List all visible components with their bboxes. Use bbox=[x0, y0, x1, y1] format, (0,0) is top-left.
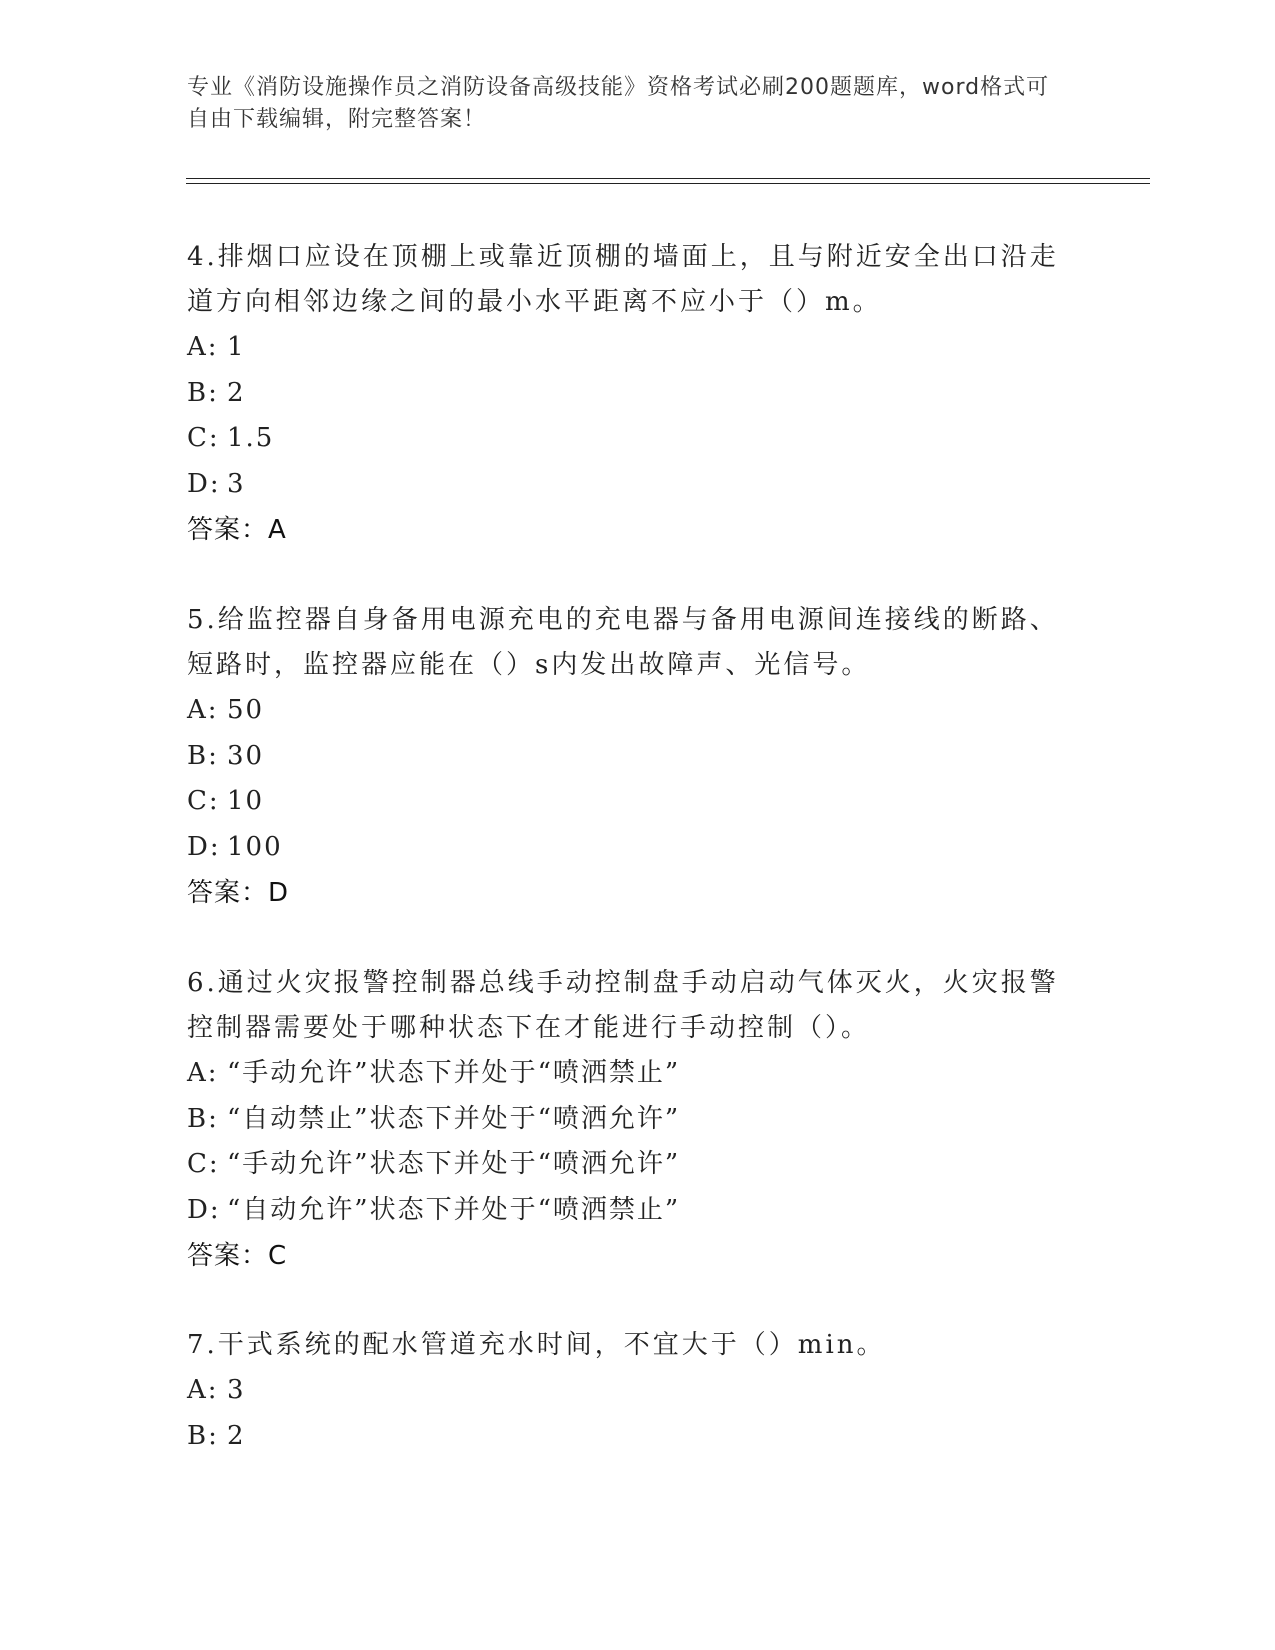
question-4 bbox=[187, 235, 1067, 553]
answer-line: 答案：D bbox=[187, 878, 290, 908]
option-c bbox=[187, 416, 1067, 462]
question-5 bbox=[187, 598, 1067, 916]
option-b bbox=[187, 1414, 1067, 1460]
option-letter: A: bbox=[187, 1375, 219, 1405]
option-letter: A: bbox=[187, 1058, 219, 1088]
question-6 bbox=[187, 961, 1067, 1279]
option-letter: C: bbox=[187, 423, 220, 453]
option-b bbox=[187, 734, 1067, 780]
option-a bbox=[187, 1368, 1067, 1414]
header-divider-bottom bbox=[186, 183, 1150, 184]
option-d bbox=[187, 825, 1067, 871]
question-stem: 4.排烟口应设在顶棚上或靠近顶棚的墙面上，且与附近安全出口沿走道方向相邻边缘之间的最小水平距离不应小于（）m。 bbox=[187, 242, 1059, 317]
option-text: “自动禁止”状态下并处于“喷洒允许” bbox=[227, 1103, 681, 1134]
option-a bbox=[187, 325, 1067, 371]
option-b bbox=[187, 371, 1067, 417]
option-letter: B: bbox=[187, 377, 219, 408]
option-letter: A: bbox=[187, 695, 219, 725]
option-d bbox=[187, 462, 1067, 508]
header-divider-top bbox=[186, 178, 1150, 179]
option-text: “手动允许”状态下并处于“喷洒禁止” bbox=[227, 1058, 681, 1088]
option-letter: D: bbox=[187, 1194, 221, 1225]
option-letter: C: bbox=[187, 1149, 220, 1179]
option-text: 3 bbox=[227, 468, 246, 499]
option-text: 50 bbox=[227, 695, 265, 725]
option-letter: D: bbox=[187, 468, 221, 499]
option-letter: B: bbox=[187, 740, 219, 771]
option-text: “自动允许”状态下并处于“喷洒禁止” bbox=[227, 1194, 681, 1225]
option-a bbox=[187, 1051, 1067, 1097]
option-text: 100 bbox=[227, 831, 283, 862]
question-stem: 7.干式系统的配水管道充水时间，不宜大于（）min。 bbox=[187, 1330, 886, 1360]
option-text: 2 bbox=[227, 1420, 246, 1451]
question-stem: 5.给监控器自身备用电源充电的充电器与备用电源间连接线的断路、短路时，监控器应能在（）s内发出故障声、光信号。 bbox=[187, 605, 1059, 680]
option-text: 2 bbox=[227, 377, 246, 408]
option-letter: B: bbox=[187, 1103, 219, 1134]
option-letter: A: bbox=[187, 332, 219, 362]
option-text: 30 bbox=[227, 740, 265, 771]
option-c bbox=[187, 1142, 1067, 1188]
option-letter: B: bbox=[187, 1420, 219, 1451]
option-text: 3 bbox=[227, 1375, 246, 1405]
question-7 bbox=[187, 1323, 1067, 1459]
option-text: 1 bbox=[227, 332, 246, 362]
answer-line: 答案：A bbox=[187, 515, 287, 545]
option-text: 1.5 bbox=[227, 423, 275, 453]
option-text: “手动允许”状态下并处于“喷洒允许” bbox=[227, 1149, 681, 1179]
option-letter: D: bbox=[187, 831, 221, 862]
option-text: 10 bbox=[227, 786, 265, 816]
option-d bbox=[187, 1188, 1067, 1234]
question-stem: 6.通过火灾报警控制器总线手动控制盘手动启动气体灭火，火灾报警控制器需要处于哪种状态下在才能进行手动控制（）。 bbox=[187, 968, 1059, 1043]
document-header: 专业《消防设施操作员之消防设备高级技能》资格考试必刷200题题库，word格式可自由下载编辑，附完整答案！ bbox=[187, 75, 1050, 132]
option-a bbox=[187, 688, 1067, 734]
answer-line: 答案：C bbox=[187, 1241, 288, 1271]
option-b bbox=[187, 1097, 1067, 1143]
option-c bbox=[187, 779, 1067, 825]
option-letter: C: bbox=[187, 786, 220, 816]
